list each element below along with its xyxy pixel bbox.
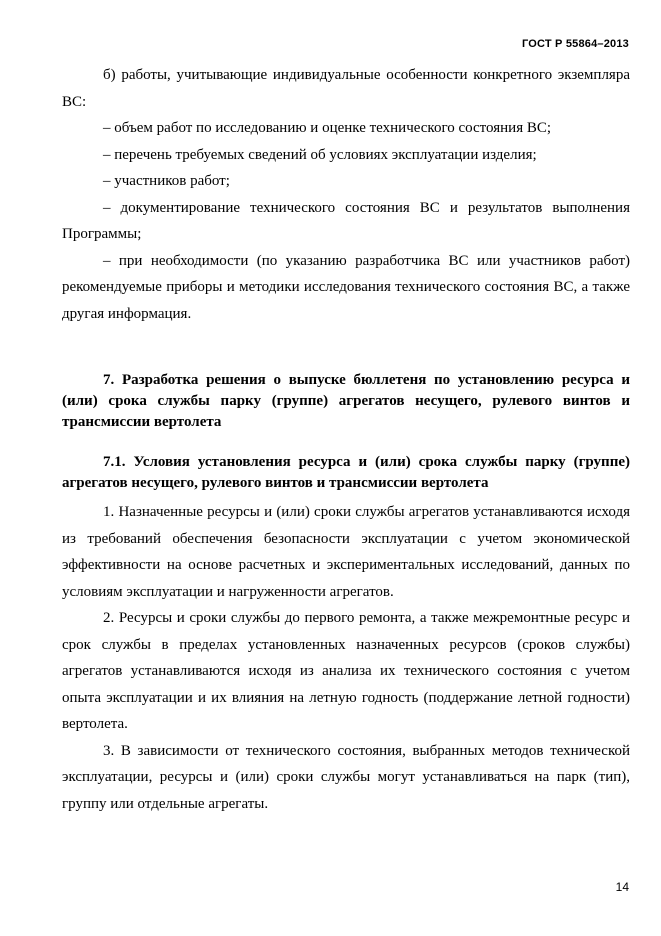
page-number: 14 — [615, 880, 629, 894]
list-item-participants: – участников работ; — [103, 173, 230, 189]
paragraph-b-title: б) работы, учитывающие индивидуальные особенности конкретного экземпляра ВС: — [62, 67, 630, 110]
list-item-operating-conditions: – перечень требуемых сведений об условиях эксплуатации изделия; — [103, 146, 537, 163]
section-7-1-item-1: 1. Назначенные ресурсы и (или) сроки службы агрегатов устанавливаются исходя из требований обеспечения безопасности эксплуатации с учетом экономической эффективности на основе расчетных и экспериментальных исследований, данных по условиям эксплуатации и нагруженности агрегатов. — [62, 504, 630, 600]
section-7-1-heading: 7.1. Условия установления ресурса и (или) срока службы парку (группе) агрегатов несущего, рулевого винтов и трансмиссии вертолета — [62, 454, 630, 491]
section-7-1-item-3: 3. В зависимости от технического состояния, выбранных методов технической эксплуатации, ресурсы и (или) сроки службы могут устанавливаться на парк (тип), группу или отдельные агрегаты. — [62, 742, 630, 812]
list-item-documentation: – документирование технического состояния ВС и результатов выполнения Программы; — [62, 199, 630, 242]
page-body — [62, 62, 630, 817]
document-code-header: ГОСТ Р 55864–2013 — [521, 38, 629, 50]
list-item-recommended-devices: – при необходимости (по указанию разработчика ВС или участников работ) рекомендуемые приборы и методики исследования технического состояния ВС, а также другая информация. — [62, 252, 630, 322]
section-7-heading: 7. Разработка решения о выпуске бюллетеня по установлению ресурса и (или) срока службы парку (группе) агрегатов несущего, рулевого винтов и трансмиссии вертолета — [62, 372, 630, 430]
list-item-scope: – объем работ по исследованию и оценке технического состояния ВС; — [103, 120, 552, 136]
section-7-1-item-2: 2. Ресурсы и сроки службы до первого ремонта, а также межремонтные ресурс и срок службы в пределах установленных назначенных ресурсов (сроков службы) агрегатов устанавливаются исходя из анализа их технического состояния с учетом опыта эксплуатации и их влияния на летную годность (поддержание летной годности) вертолета. — [62, 610, 630, 732]
